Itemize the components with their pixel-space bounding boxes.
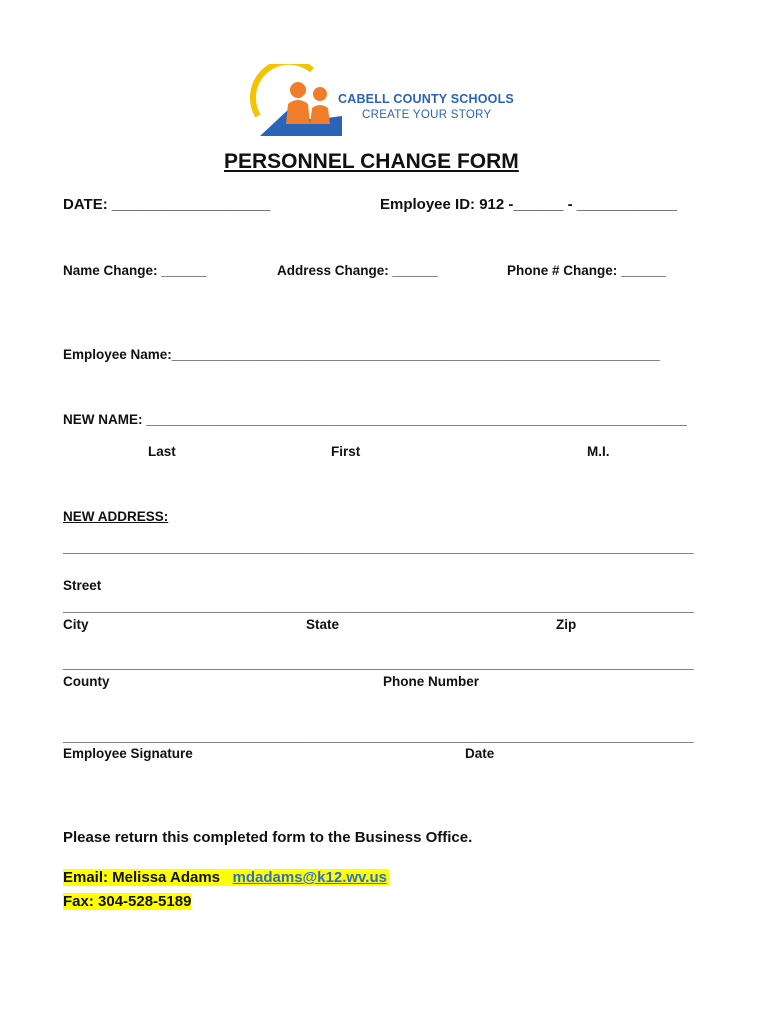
email-label: Email: Melissa Adams	[63, 869, 221, 886]
employee-signature-label: Employee Signature	[63, 746, 193, 761]
form-title: PERSONNEL CHANGE FORM	[224, 150, 519, 173]
employee-id-field[interactable]: Employee ID: 912 -______ - ____________	[380, 196, 677, 213]
employee-name-field[interactable]: Employee Name:_________________________________________________________________	[63, 347, 660, 362]
street-label: Street	[63, 578, 102, 593]
school-logo	[250, 64, 520, 136]
school-name: CABELL COUNTY SCHOOLS	[338, 92, 514, 106]
state-label: State	[306, 617, 340, 632]
first-name-label: First	[331, 444, 361, 459]
county-phone-line[interactable]: ____________________________________________________________________________________	[63, 656, 694, 671]
street-line[interactable]: ____________________________________________________________________________________	[63, 540, 694, 555]
school-logo-graphic	[250, 64, 342, 136]
city-state-zip-line[interactable]: ____________________________________________________________________________________	[63, 599, 694, 614]
date-field[interactable]: DATE: ___________________	[63, 196, 271, 213]
zip-label: Zip	[556, 617, 577, 632]
email-line	[63, 869, 389, 886]
new-name-field[interactable]: NEW NAME: ________________________________________________________________________	[63, 412, 687, 427]
phone-number-label: Phone Number	[383, 674, 480, 689]
return-instructions: Please return this completed form to the Business Office.	[63, 829, 473, 846]
new-address-heading: NEW ADDRESS:	[63, 509, 169, 524]
city-label: City	[63, 617, 89, 632]
county-label: County	[63, 674, 110, 689]
fax-line: Fax: 304-528-5189	[63, 893, 192, 910]
email-link[interactable]: mdadams@k12.wv.us	[232, 869, 387, 886]
phone-change-field[interactable]: Phone # Change: ______	[507, 263, 667, 278]
school-tagline: CREATE YOUR STORY	[362, 109, 492, 121]
signature-line[interactable]: ____________________________________________________________________________________	[63, 729, 694, 744]
middle-initial-label: M.I.	[587, 444, 610, 459]
name-change-field[interactable]: Name Change: ______	[63, 263, 207, 278]
last-name-label: Last	[148, 444, 176, 459]
address-change-field[interactable]: Address Change: ______	[277, 263, 438, 278]
signature-date-label: Date	[465, 746, 495, 761]
